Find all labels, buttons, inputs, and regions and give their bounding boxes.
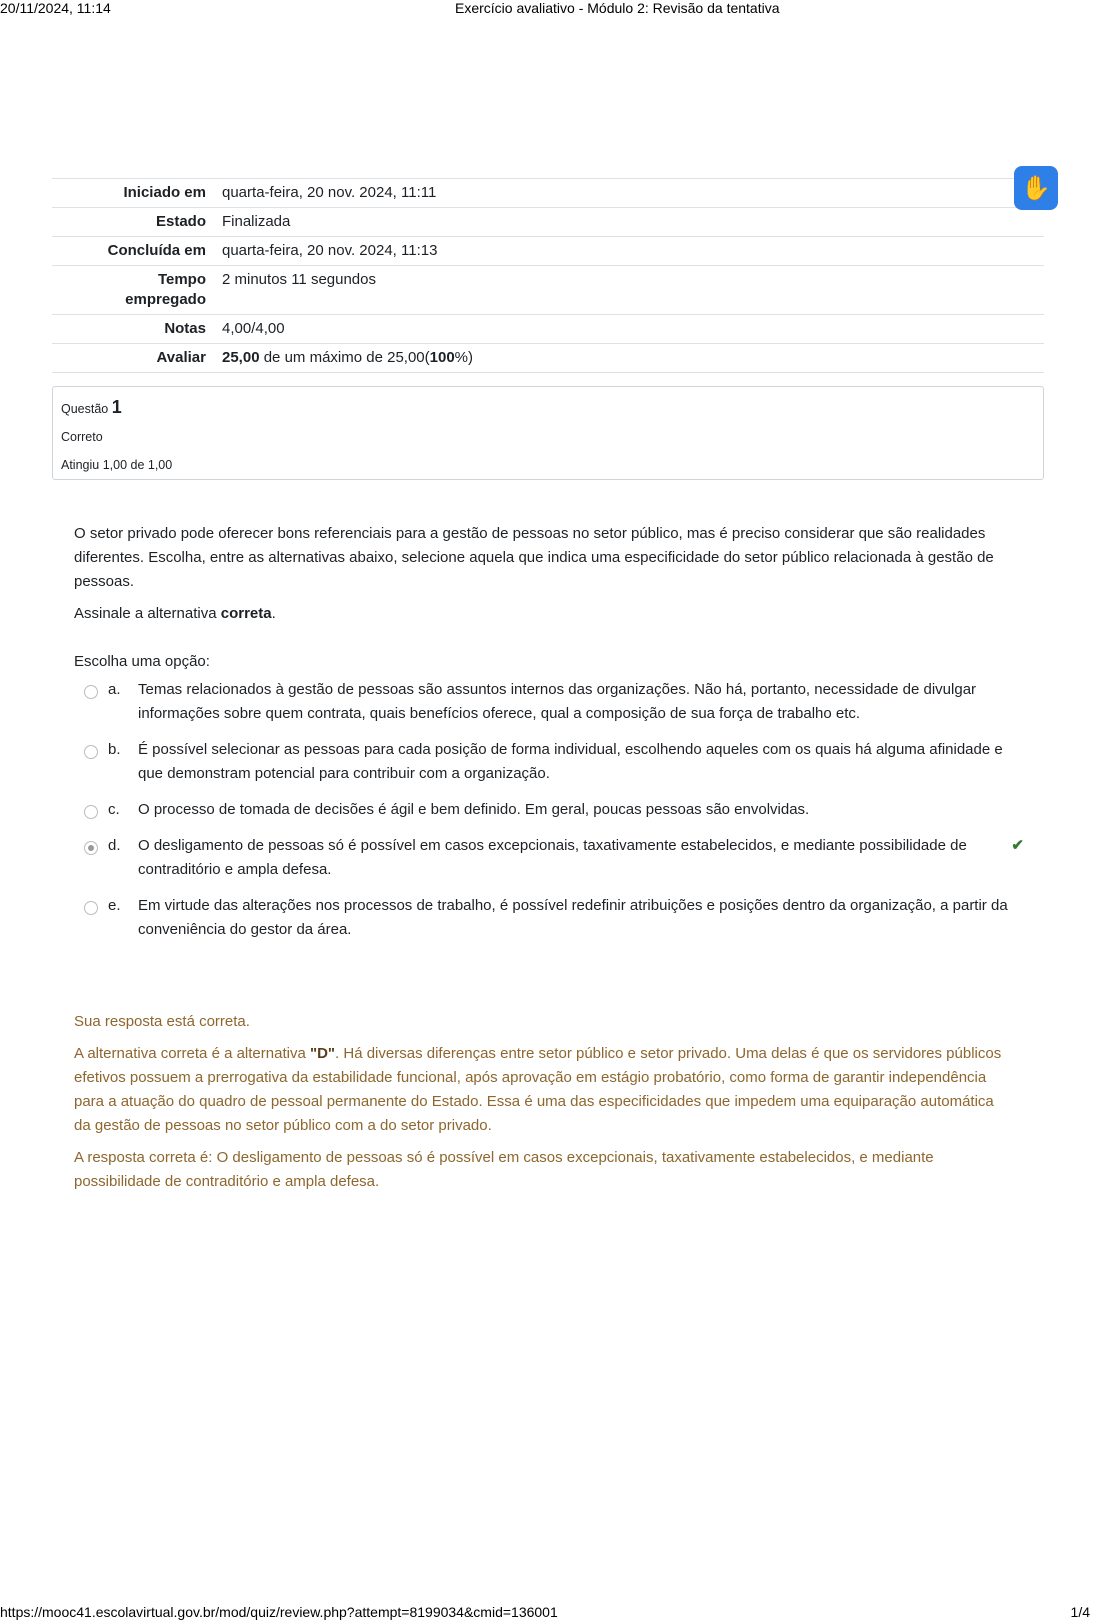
question-grade: Atingiu 1,00 de 1,00 xyxy=(61,458,173,472)
summary-value: 25,00 de um máximo de 25,00(100%) xyxy=(214,344,1044,373)
check-icon: ✔ xyxy=(1011,837,1024,854)
radio-button[interactable] xyxy=(84,745,98,759)
option-text: Temas relacionados à gestão de pessoas são assuntos internos das organizações. Não há, portanto, necessidade de divulgar informações sobre quem contrata, quais benefícios oferece, qual a composição de sua força de trabalho etc. xyxy=(138,681,977,722)
option-c[interactable] xyxy=(74,798,1024,822)
radio-button[interactable] xyxy=(84,901,98,915)
question-content xyxy=(74,522,1024,954)
summary-label: Concluída em xyxy=(52,237,214,266)
option-b[interactable] xyxy=(74,738,1024,786)
question-state: Correto xyxy=(61,430,103,444)
option-letter: b. xyxy=(108,741,121,758)
option-letter: a. xyxy=(108,681,121,698)
option-letter: e. xyxy=(108,897,121,914)
feedback xyxy=(74,1010,1004,1202)
summary-label: Tempo empregado xyxy=(52,266,214,315)
print-url: https://mooc41.escolavirtual.gov.br/mod/quiz/review.php?attempt=8199034&cmid=136001 xyxy=(0,1604,558,1620)
option-a[interactable] xyxy=(74,678,1024,726)
option-text: Em virtude das alterações nos processos de trabalho, é possível redefinir atribuições e posições dentro da organização, a partir da conveniência do gestor da área. xyxy=(138,897,1008,938)
attempt-summary-table xyxy=(52,178,1044,373)
feedback-status: Sua resposta está correta. xyxy=(74,1013,250,1030)
print-title: Exercício avaliativo - Módulo 2: Revisão da tentativa xyxy=(455,0,780,16)
question-instruction: Assinale a alternativa correta. xyxy=(74,605,276,622)
option-e[interactable] xyxy=(74,894,1024,942)
question-label: Questão xyxy=(61,402,109,416)
option-letter: d. xyxy=(108,837,121,854)
feedback-explanation: A alternativa correta é a alternativa "D". Há diversas diferenças entre setor público e setor privado. Uma delas é que os servidores públicos efetivos possuem a prerrogativa da estabilidade funcional, após aprovação em estágio probatório, como forma de garantir independência para a atuação do quadro de pessoal permanente do Estado. Essa é uma das especificidades que impedem uma equiparação automática da gestão de pessoas no setor público com a do setor privado. xyxy=(74,1045,1002,1134)
print-page: 1/4 xyxy=(1070,1604,1090,1620)
option-letter: c. xyxy=(108,801,120,818)
print-datetime: 20/11/2024, 11:14 xyxy=(0,0,111,16)
question-text: O setor privado pode oferecer bons referenciais para a gestão de pessoas no setor público, mas é preciso considerar que são realidades diferentes. Escolha, entre as alternativas abaixo, selecione aquela que indica uma especificidade do setor público relacionada à gestão de pessoas. xyxy=(74,525,994,590)
radio-button[interactable] xyxy=(84,805,98,819)
option-text: É possível selecionar as pessoas para cada posição de forma individual, escolhendo aqueles com os quais há alguma afinidade e que demonstram potencial para contribuir com a organização. xyxy=(138,741,1003,782)
question-number: 1 xyxy=(111,397,122,417)
summary-value: quarta-feira, 20 nov. 2024, 11:13 xyxy=(214,237,1044,266)
summary-value: Finalizada xyxy=(214,208,1044,237)
options-prompt: Escolha uma opção: xyxy=(74,653,210,670)
option-text: O processo de tomada de decisões é ágil e bem definido. Em geral, poucas pessoas são envolvidas. xyxy=(138,801,810,818)
question-info-box xyxy=(52,386,1044,480)
summary-label: Avaliar xyxy=(52,344,214,373)
feedback-right-answer: A resposta correta é: O desligamento de pessoas só é possível em casos excepcionais, taxativamente estabelecidos, e mediante possibilidade de contraditório e ampla defesa. xyxy=(74,1149,934,1190)
summary-label: Iniciado em xyxy=(52,179,214,208)
option-text: O desligamento de pessoas só é possível em casos excepcionais, taxativamente estabelecidos, e mediante possibilidade de contraditório e ampla defesa. xyxy=(138,837,967,878)
summary-label: Estado xyxy=(52,208,214,237)
radio-button-selected[interactable] xyxy=(84,841,98,855)
option-d[interactable] xyxy=(74,834,1024,882)
summary-label: Notas xyxy=(52,315,214,344)
summary-value: 2 minutos 11 segundos xyxy=(214,266,1044,315)
sign-language-hands-icon[interactable]: ✋ xyxy=(1014,166,1058,210)
summary-value: quarta-feira, 20 nov. 2024, 11:11 xyxy=(214,179,1044,208)
radio-button[interactable] xyxy=(84,685,98,699)
summary-value: 4,00/4,00 xyxy=(214,315,1044,344)
